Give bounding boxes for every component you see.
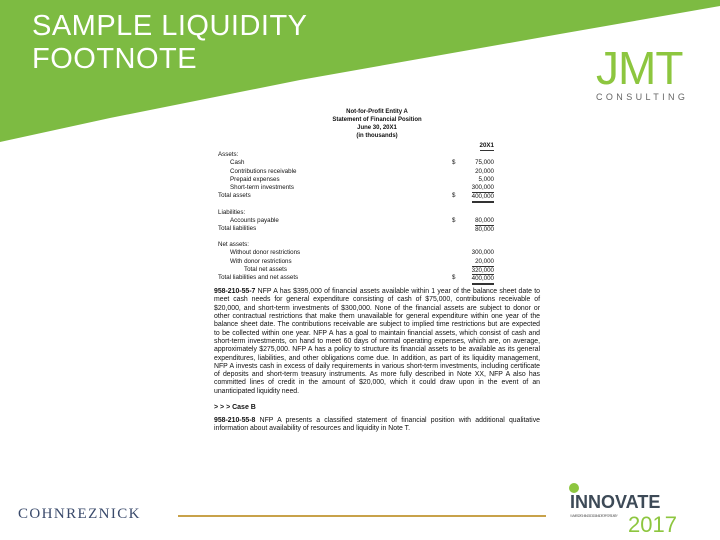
statement-row-value: 320,000 xyxy=(471,266,494,274)
footnote-reference: 958-210-55-7 xyxy=(214,288,256,296)
statement-row-label: Prepaid expenses xyxy=(230,175,280,183)
statement-row-label: Total assets xyxy=(218,192,251,200)
statement-row-value: 80,000 xyxy=(475,216,494,224)
statement-row-label: Without donor restrictions xyxy=(230,249,301,257)
statement-row xyxy=(214,168,540,176)
case-b-text: NFP A presents a classified statement of financial position with additional qualitative information about availability of resources and liquidity in Note T. xyxy=(214,417,540,433)
statement-row-label: Contributions receivable xyxy=(230,167,297,175)
statement-row-value: 20,000 xyxy=(475,257,494,265)
innovate-tagline: WAVES OF CHANGE OCEANS OF OPPORTUNITY xyxy=(570,513,618,518)
liquidity-footnote xyxy=(214,288,540,396)
statement-row xyxy=(214,200,540,208)
statement-row-value: 300,000 xyxy=(471,249,494,257)
statement-row-value: 300,000 xyxy=(471,183,494,191)
case-b-reference: 958-210-55-8 xyxy=(214,417,256,425)
jmt-logo-mark: JMT xyxy=(596,42,683,94)
jmt-consulting-logo xyxy=(596,42,689,104)
statement-row-value: 20,000 xyxy=(475,167,494,175)
statement-row-value: 400,000 xyxy=(472,192,494,203)
statement-units: (in thousands) xyxy=(356,133,398,139)
statement-row-label: Cash xyxy=(230,159,245,167)
statement-row xyxy=(214,209,540,217)
statement-row xyxy=(214,225,540,233)
statement-row xyxy=(214,274,540,282)
statement-row-label: Assets: xyxy=(218,151,239,159)
statement-row xyxy=(214,159,540,167)
statement-row xyxy=(214,184,540,192)
statement-entity: Not-for-Profit Entity A xyxy=(346,109,408,115)
statement-row xyxy=(214,151,540,159)
statement-row-currency: $ xyxy=(452,159,456,167)
statement-title: Statement of Financial Position xyxy=(332,117,422,123)
statement-row-currency: $ xyxy=(452,216,456,224)
statement-row-value: 400,000 xyxy=(472,274,494,285)
case-b-paragraph xyxy=(214,417,540,434)
financial-position-table xyxy=(214,143,540,282)
statement-row-value: 5,000 xyxy=(478,175,494,183)
statement-row-label: With donor restrictions xyxy=(230,257,292,265)
footer-divider xyxy=(178,515,546,517)
case-b-heading: > > > Case B xyxy=(214,404,256,412)
statement-row-label: Liabilities: xyxy=(218,208,246,216)
statement-row-label: Total liabilities and net assets xyxy=(218,274,299,281)
statement-row xyxy=(214,233,540,241)
cohnreznick-logo xyxy=(18,506,141,523)
statement-date: June 30, 20X1 xyxy=(357,125,397,131)
year-column-header: 20X1 xyxy=(480,142,494,151)
statement-row-currency: $ xyxy=(452,192,456,200)
statement-row xyxy=(214,266,540,274)
statement-row-label: Net assets: xyxy=(218,241,249,249)
jmt-logo-subtitle: CONSULTING xyxy=(596,92,689,102)
statement-row-label: Short-term investments xyxy=(230,183,294,191)
cohnreznick-wordmark: COHNREZNICK xyxy=(18,506,141,522)
innovate-2017-logo xyxy=(568,478,698,536)
statement-row-value: 80,000 xyxy=(475,225,494,233)
statement-rows xyxy=(214,151,540,282)
scanned-footnote-document xyxy=(214,108,540,434)
footnote-text: NFP A has $395,000 of financial assets available within 1 year of the balance sheet date to meet cash needs for general expenditure consisting of cash of $75,000, contributions receivable of $20,000, and short-term investments of $300,000. None of the financial assets are subject to donor or other contractual restrictions that make them unavailable for general expenditure within one year of the balance sheet date. The contributions receivable are subject to implied time restrictions but are expected to be collected within one year. NFP A has a goal to maintain financial assets, which consist of cash and short-term investments, on hand to meet 60 days of normal operating expenses, which are, on average, approximately $275,000. NFP A has a policy to structure its financial assets to be available as its general expenditures, liabilities, and other obligations come due. In addition, as part of its liquidity management, NFP A invests cash in excess of daily requirements in various short-term investments, including certificate of deposits and short-term treasury instruments. As more fully described in Note XX, NFP A also has committed lines of credit in the amount of $20,000, which it could draw upon in the event of an unanticipated liquidity need. xyxy=(214,288,540,395)
year-header-row xyxy=(214,143,540,151)
innovate-wordmark: INNOVATE xyxy=(570,492,661,512)
statement-row-value: 75,000 xyxy=(475,159,494,167)
statement-row-label: Accounts payable xyxy=(230,216,279,224)
statement-row xyxy=(214,258,540,266)
slide-title: SAMPLE LIQUIDITY FOOTNOTE xyxy=(32,10,307,75)
statement-row-label: Total net assets xyxy=(244,265,287,273)
statement-row xyxy=(214,249,540,257)
statement-row xyxy=(214,241,540,249)
innovate-year: 2017 xyxy=(628,512,677,536)
statement-row xyxy=(214,176,540,184)
statement-row xyxy=(214,217,540,225)
statement-row-currency: $ xyxy=(452,274,456,281)
statement-row-label: Total liabilities xyxy=(218,224,257,232)
statement-row xyxy=(214,192,540,200)
